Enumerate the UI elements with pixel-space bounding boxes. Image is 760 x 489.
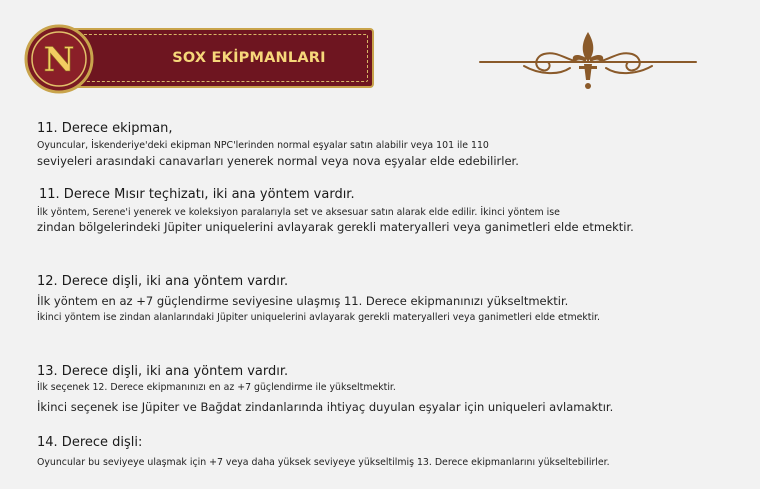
section-text: İlk seçenek 12. Derece ekipmanınızı en az +7 güçlendirme ile yükseltmektir. — [37, 382, 396, 393]
section-heading: 13. Derece dişli, iki ana yöntem vardır. — [37, 364, 289, 379]
banner-bar — [56, 28, 374, 88]
fleur-de-lis-ornament-icon — [478, 28, 698, 92]
n-letter-badge-icon — [24, 24, 94, 94]
header-banner — [24, 24, 376, 94]
section-text: seviyeleri arasındaki canavarları yenerek normal veya nova eşyalar elde edebilirler. — [37, 154, 519, 168]
section-text: İlk yöntem, Serene'i yenerek ve koleksiyon paralarıyla set ve aksesuar satın alarak elde edilir. İkinci yöntem ise — [37, 207, 560, 218]
section-text: İkinci seçenek ise Jüpiter ve Bağdat zindanlarında ihtiyaç duyulan eşyalar için uniqueleri avlamaktır. — [37, 400, 614, 414]
section-text: İkinci yöntem ise zindan alanlarındaki Jüpiter uniquelerini avlayarak gerekli materyalleri veya ganimetleri elde etmektir. — [37, 312, 601, 323]
section-text: İlk yöntem en az +7 güçlendirme seviyesine ulaşmış 11. Derece ekipmanınızı yükseltmektir. — [37, 294, 569, 308]
logo-letter: N — [43, 40, 75, 80]
section-text: zindan bölgelerindeki Jüpiter uniquelerini avlayarak gerekli materyalleri veya ganimetleri elde etmektir. — [37, 220, 634, 234]
section-text: Oyuncular bu seviyeye ulaşmak için +7 veya daha yüksek seviyeye yükseltilmiş 13. Derece ekipmanlarını yükseltebilirler. — [37, 457, 610, 468]
section-text: Oyuncular, İskenderiye'deki ekipman NPC'lerinden normal eşyalar satın alabilir veya 101 ile 110 — [37, 140, 489, 151]
section-heading: 11. Derece ekipman, — [37, 121, 173, 136]
section-heading: 12. Derece dişli, iki ana yöntem vardır. — [37, 274, 289, 289]
section-heading: 14. Derece dişli: — [37, 435, 143, 450]
section-heading: 11. Derece Mısır teçhizatı, iki ana yöntem vardır. — [39, 187, 355, 202]
page-title: SOX EKİPMANLARI — [172, 50, 326, 66]
